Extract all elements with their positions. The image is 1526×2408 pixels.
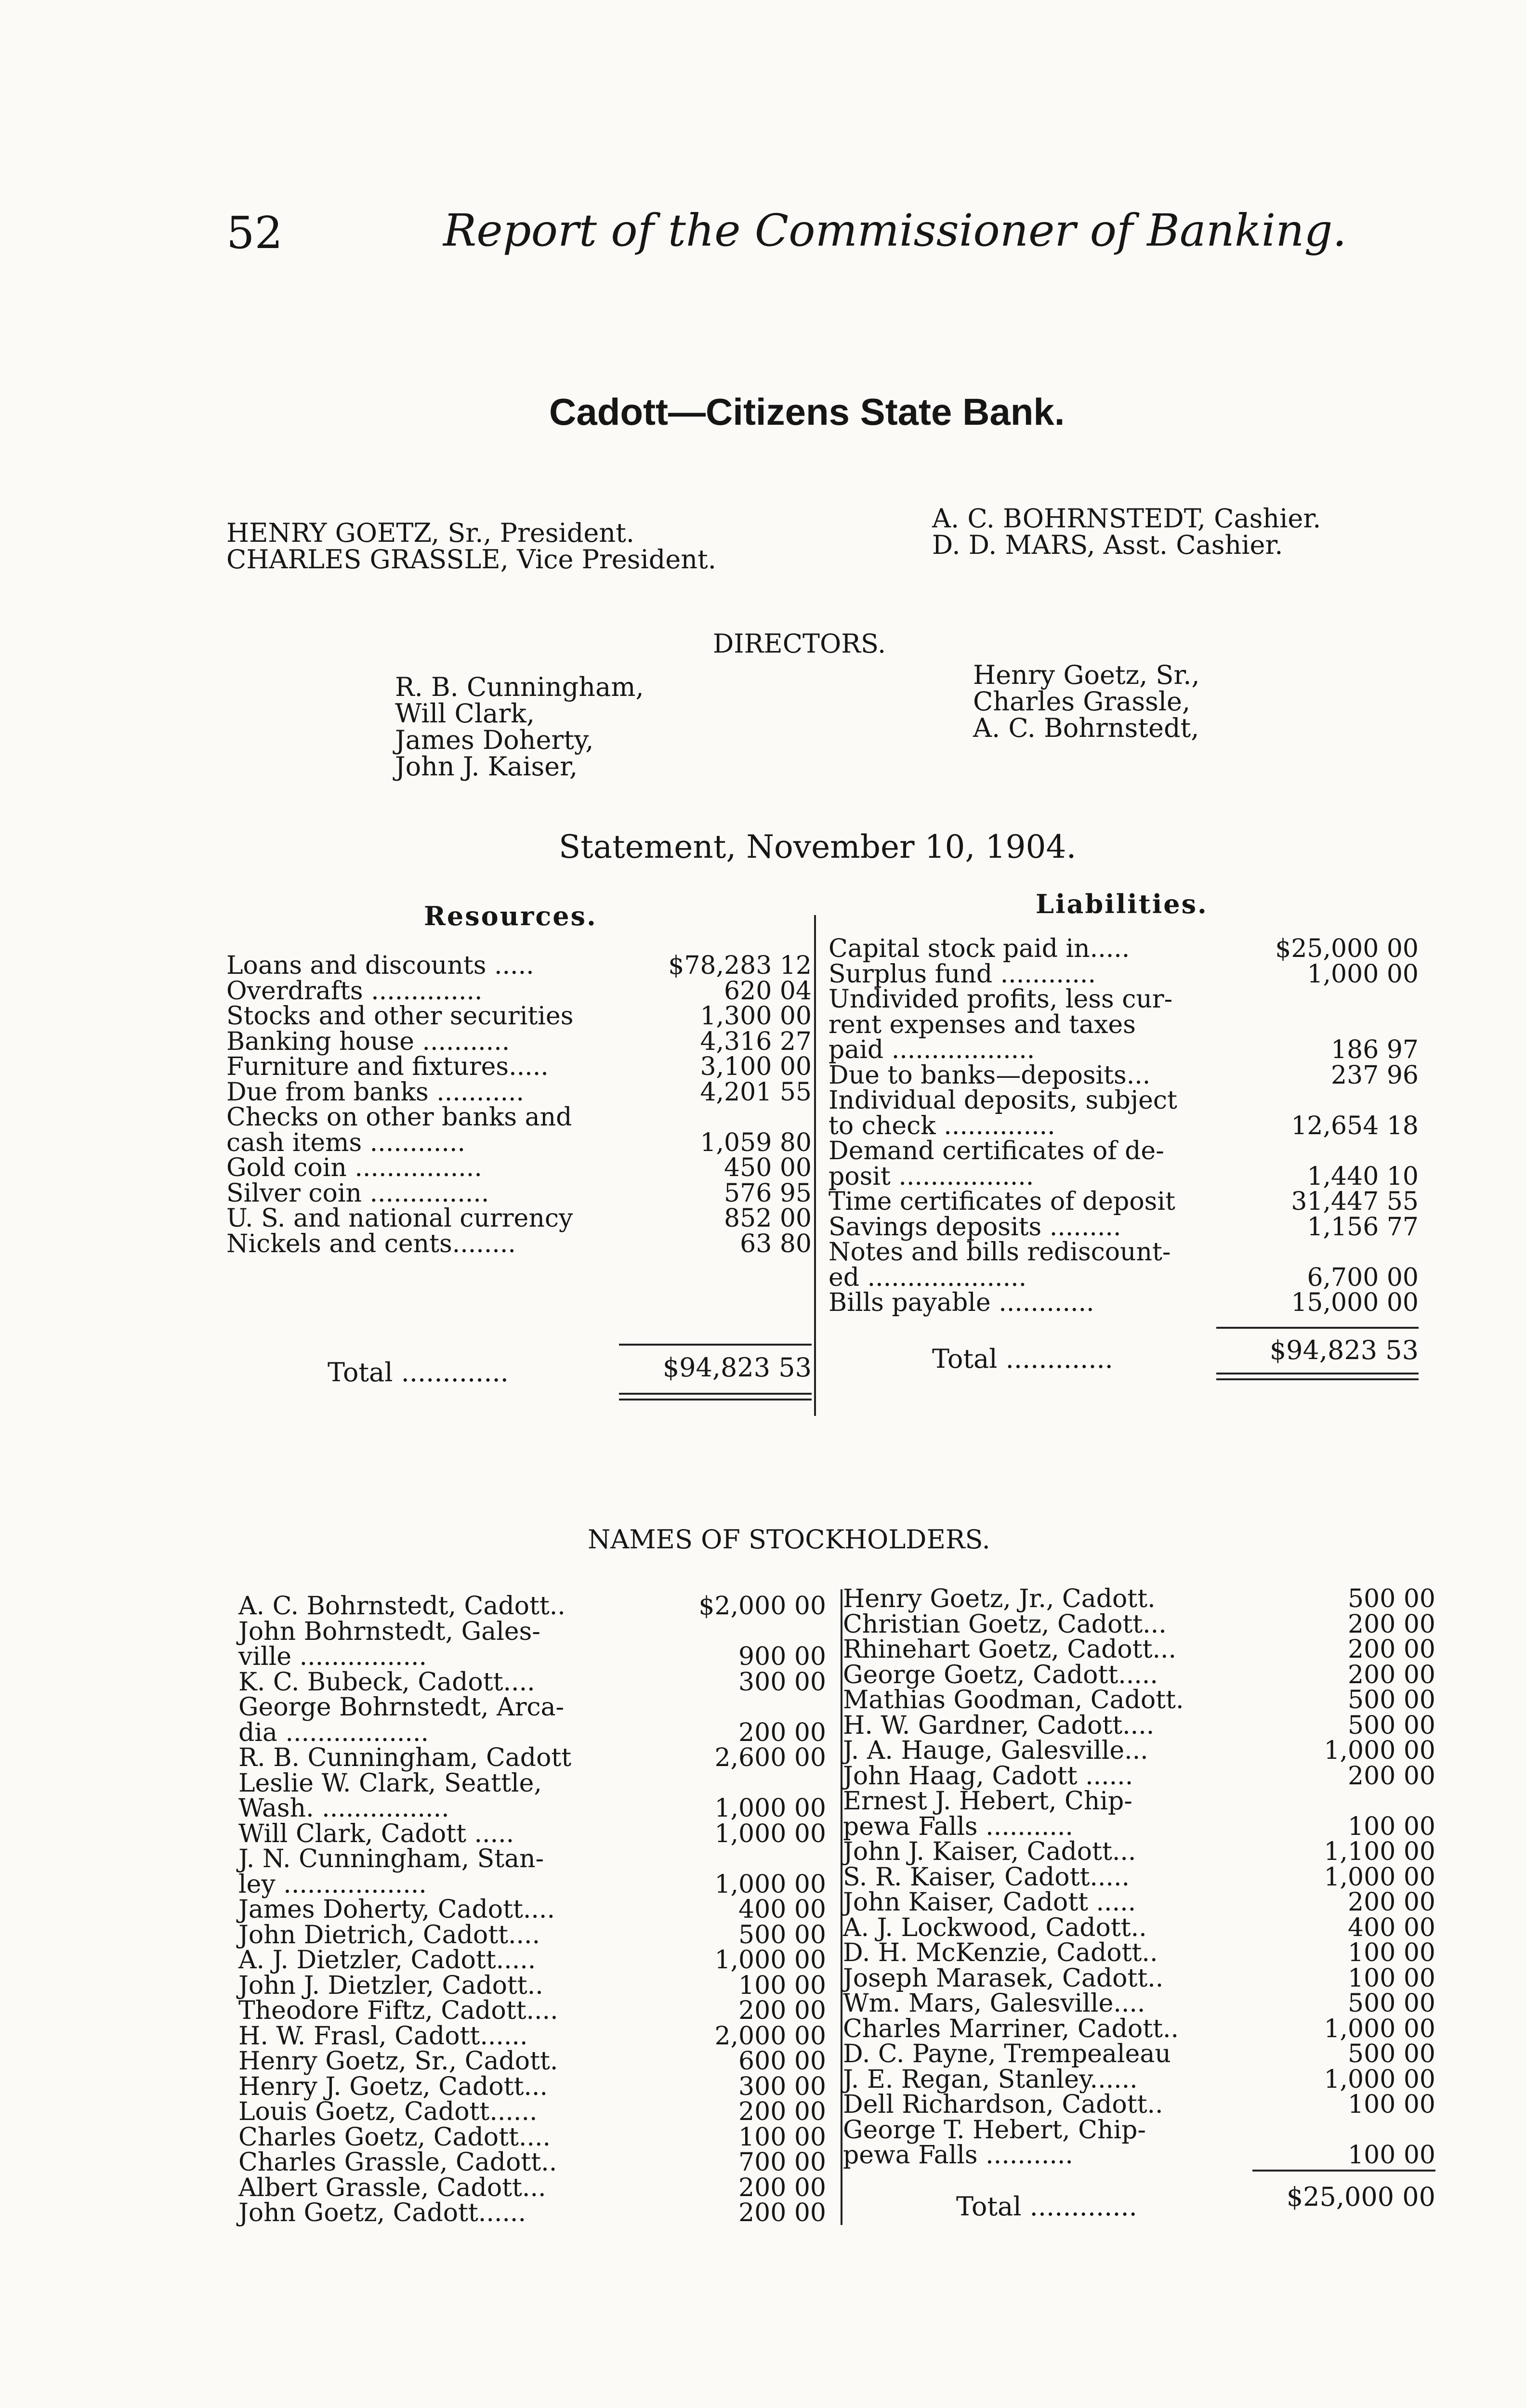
liability-row-label: to check ..............	[829, 1111, 1055, 1140]
resources-double-rule	[619, 1393, 812, 1395]
stockholder-row-amount: 100 00	[1348, 1963, 1435, 1993]
liability-row-label: Bills payable ............	[829, 1288, 1094, 1317]
stockholder-row-label: Will Clark, Cadott .....	[238, 1819, 514, 1848]
liability-row-amount: 12,654 18	[1291, 1111, 1419, 1140]
resource-row-label: Overdrafts ..............	[226, 976, 483, 1006]
stockholder-row-label: A. J. Lockwood, Cadott..	[843, 1913, 1147, 1942]
stockholders-divider	[841, 1589, 842, 2225]
directors-heading: DIRECTORS.	[713, 628, 886, 659]
stockholder-row-label: K. C. Bubeck, Cadott....	[238, 1667, 535, 1697]
resource-row-label: Nickels and cents........	[226, 1229, 516, 1258]
resource-row-amount: $78,283 12	[668, 951, 812, 980]
stockholder-row-amount: 1,000 00	[714, 1819, 826, 1848]
stockholders-heading: NAMES OF STOCKHOLDERS.	[588, 1524, 990, 1555]
stockholders-total: $25,000 00	[1286, 2182, 1435, 2212]
stockholder-row-amount: 200 00	[1348, 1660, 1435, 1689]
stockholder-row-label: ville ................	[238, 1642, 427, 1671]
liability-row-label: posit .................	[829, 1162, 1034, 1191]
stockholder-row-amount: 500 00	[1348, 1711, 1435, 1740]
stockholder-row-label: John Bohrnstedt, Gales-	[238, 1617, 540, 1646]
stockholder-row-amount: 200 00	[738, 2199, 826, 2227]
stockholder-row-label: A. J. Dietzler, Cadott.....	[238, 1946, 536, 1975]
resource-row-label: Checks on other banks and	[226, 1103, 572, 1132]
liability-row-label: Due to banks—deposits...	[829, 1060, 1151, 1090]
page-number: 52	[226, 207, 283, 259]
stockholder-row-amount: 1,000 00	[714, 1870, 826, 1899]
bank-title: Cadott—Citizens State Bank.	[549, 391, 1065, 433]
stockholder-row-amount: 100 00	[738, 1971, 826, 2000]
director-name: Will Clark,	[395, 698, 535, 729]
liability-row-amount: 6,700 00	[1307, 1263, 1419, 1292]
liability-row-amount: 1,440 10	[1307, 1162, 1419, 1191]
stockholder-row-amount: 1,000 00	[1324, 1862, 1435, 1892]
resource-row-label: Gold coin ................	[226, 1153, 482, 1182]
stockholder-row-label: Albert Grassle, Cadott...	[238, 2173, 546, 2202]
stockholder-row-label: John Dietrich, Cadott....	[238, 1920, 540, 1950]
stockholder-row-label: George Bohrnstedt, Arca-	[238, 1693, 565, 1722]
stockholder-row-amount: 300 00	[738, 1667, 826, 1697]
resource-row-amount: 450 00	[724, 1153, 812, 1182]
stockholder-row-amount: 500 00	[738, 1920, 826, 1950]
resource-row-label: Furniture and fixtures.....	[226, 1052, 549, 1081]
resource-row-amount: 1,300 00	[700, 1002, 812, 1031]
stockholder-row-label: J. E. Regan, Stanley......	[843, 2065, 1138, 2094]
resource-row-amount: 4,201 55	[700, 1077, 812, 1107]
stockholder-row-label: Louis Goetz, Cadott......	[238, 2097, 538, 2126]
stockholder-row-amount: 1,000 00	[1324, 1736, 1435, 1765]
resource-row-amount: 852 00	[724, 1204, 812, 1233]
director-name: James Doherty,	[395, 725, 594, 755]
stockholder-row-amount: 600 00	[738, 2047, 826, 2076]
stockholder-row-amount: 500 00	[1348, 1686, 1435, 1714]
stockholder-row-amount: 100 00	[1348, 2141, 1435, 2170]
liability-row-amount: $25,000 00	[1275, 934, 1419, 963]
resource-row-label: Stocks and other securities	[226, 1002, 574, 1031]
stockholder-row-label: Christian Goetz, Cadott...	[843, 1610, 1167, 1639]
liability-row-label: Notes and bills rediscount-	[829, 1238, 1171, 1267]
stockholders-total-rule	[1252, 2170, 1435, 2172]
stockholder-row-label: Wash. ................	[238, 1794, 449, 1823]
stockholder-row-amount: 200 00	[1348, 1610, 1435, 1639]
stockholder-row-amount: 1,000 00	[1324, 2014, 1435, 2043]
stockholder-row-label: Henry J. Goetz, Cadott...	[238, 2072, 548, 2101]
stockholder-row-amount: 100 00	[1348, 2090, 1435, 2119]
statement-heading: Statement, November 10, 1904.	[559, 828, 1077, 865]
stockholder-row-amount: 900 00	[738, 1642, 826, 1671]
stockholder-row-amount: 700 00	[738, 2148, 826, 2177]
stockholder-row-label: Leslie W. Clark, Seattle,	[238, 1768, 542, 1798]
stockholder-row-label: Rhinehart Goetz, Cadott...	[843, 1635, 1177, 1664]
liability-row-label: Individual deposits, subject	[829, 1086, 1177, 1115]
liabilities-total-label: Total .............	[932, 1344, 1113, 1374]
stockholder-row-label: Wm. Mars, Galesville....	[843, 1989, 1145, 2018]
stockholder-row-label: pewa Falls ...........	[843, 2141, 1073, 2170]
resource-row-amount: 3,100 00	[700, 1052, 812, 1081]
stockholder-row-amount: 100 00	[1348, 1938, 1435, 1967]
stockholder-row-amount: 500 00	[1348, 1989, 1435, 2018]
stockholder-row-amount: 500 00	[1348, 2040, 1435, 2068]
resources-total: $94,823 53	[662, 1352, 812, 1383]
stockholder-row-amount: 1,000 00	[1324, 2065, 1435, 2094]
stockholder-row-label: D. H. McKenzie, Cadott..	[843, 1938, 1158, 1967]
stockholder-row-label: J. A. Hauge, Galesville...	[843, 1736, 1148, 1765]
officer-cashier: A. C. BOHRNSTEDT, Cashier.	[932, 503, 1321, 534]
liability-row-label: Savings deposits .........	[829, 1212, 1121, 1242]
stockholder-row-amount: 1,100 00	[1324, 1837, 1435, 1866]
director-name: A. C. Bohrnstedt,	[973, 713, 1199, 743]
resource-row-amount: 620 04	[724, 976, 812, 1006]
liabilities-double-rule	[1216, 1373, 1419, 1374]
liabilities-total-rule	[1216, 1327, 1419, 1329]
resource-row-amount: 63 80	[740, 1229, 812, 1258]
stockholder-row-label: Henry Goetz, Jr., Cadott.	[843, 1584, 1156, 1613]
stockholder-row-amount: 200 00	[1348, 1888, 1435, 1917]
stockholder-row-label: Joseph Marasek, Cadott..	[843, 1963, 1164, 1993]
stockholder-row-label: John Haag, Cadott ......	[843, 1761, 1133, 1791]
resource-row-amount: 576 95	[724, 1178, 812, 1208]
stockholder-row-amount: 200 00	[738, 1718, 826, 1747]
resource-row-label: Loans and discounts .....	[226, 951, 534, 980]
officer-president: HENRY GOETZ, Sr., President.	[226, 518, 634, 548]
director-name: John J. Kaiser,	[395, 751, 578, 782]
director-name: R. B. Cunningham,	[395, 672, 644, 702]
resource-row-label: Silver coin ...............	[226, 1178, 489, 1208]
resources-total-label: Total .............	[328, 1357, 509, 1387]
liabilities-total: $94,823 53	[1269, 1335, 1419, 1365]
stockholder-row-amount: 1,000 00	[714, 1794, 826, 1823]
statement-divider	[814, 915, 816, 1416]
stockholder-row-label: John Goetz, Cadott......	[238, 2199, 526, 2227]
liability-row-label: Surplus fund ............	[829, 959, 1096, 989]
resource-row-label: cash items ............	[226, 1128, 466, 1157]
liability-row-amount: 1,000 00	[1307, 959, 1419, 989]
stockholder-row-amount: 500 00	[1348, 1584, 1435, 1613]
liability-row-amount: 1,156 77	[1307, 1212, 1419, 1242]
liability-row-label: Capital stock paid in.....	[829, 934, 1130, 963]
liabilities-heading: Liabilities.	[1036, 889, 1208, 919]
stockholder-row-amount: 400 00	[1348, 1913, 1435, 1942]
liability-row-label: Undivided profits, less cur-	[829, 985, 1173, 1014]
stockholder-row-amount: 200 00	[738, 2173, 826, 2202]
liability-row-label: Time certificates of deposit	[829, 1187, 1175, 1216]
stockholder-row-amount: 100 00	[1348, 1812, 1435, 1841]
resources-total-rule	[619, 1344, 812, 1346]
stockholder-row-label: Dell Richardson, Cadott..	[843, 2090, 1163, 2119]
liability-row-amount: 237 96	[1331, 1060, 1419, 1090]
stockholder-row-label: Ernest J. Hebert, Chip-	[843, 1787, 1132, 1816]
liability-row-label: ed ....................	[829, 1263, 1027, 1292]
liabilities-double-rule	[1216, 1378, 1419, 1380]
stockholder-row-label: Charles Grassle, Cadott..	[238, 2148, 557, 2177]
stockholder-row-amount: 200 00	[738, 2097, 826, 2126]
stockholder-row-label: D. C. Payne, Trempealeau	[843, 2040, 1171, 2068]
stockholder-row-label: Henry Goetz, Sr., Cadott.	[238, 2047, 558, 2076]
running-title: Report of the Commissioner of Banking.	[443, 205, 1347, 256]
stockholder-row-amount: $2,000 00	[698, 1592, 826, 1621]
stockholder-row-label: Mathias Goodman, Cadott.	[843, 1686, 1184, 1714]
resource-row-amount: 4,316 27	[700, 1027, 812, 1056]
stockholder-row-label: S. R. Kaiser, Cadott.....	[843, 1862, 1130, 1892]
liability-row-amount: 15,000 00	[1291, 1288, 1419, 1317]
stockholder-row-amount: 2,000 00	[714, 2021, 826, 2051]
stockholder-row-amount: 200 00	[1348, 1761, 1435, 1791]
stockholder-row-label: dia ..................	[238, 1718, 429, 1747]
director-name: Henry Goetz, Sr.,	[973, 660, 1200, 690]
stockholder-row-label: John Kaiser, Cadott .....	[843, 1888, 1136, 1917]
stockholder-row-label: George T. Hebert, Chip-	[843, 2115, 1146, 2145]
stockholder-row-amount: 200 00	[738, 1996, 826, 2025]
resources-double-rule	[619, 1399, 812, 1400]
resource-row-label: Due from banks ...........	[226, 1077, 525, 1107]
stockholder-row-label: Charles Marriner, Cadott..	[843, 2014, 1179, 2043]
stockholder-row-label: H. W. Frasl, Cadott......	[238, 2021, 528, 2051]
stockholder-row-amount: 300 00	[738, 2072, 826, 2101]
resource-row-amount: 1,059 80	[700, 1128, 812, 1157]
director-name: Charles Grassle,	[973, 686, 1191, 717]
stockholder-row-amount: 400 00	[738, 1895, 826, 1924]
officer-asst-cashier: D. D. MARS, Asst. Cashier.	[932, 530, 1283, 560]
officer-vice-president: CHARLES GRASSLE, Vice President.	[226, 544, 716, 575]
stockholder-row-amount: 200 00	[1348, 1635, 1435, 1664]
liability-row-label: Demand certificates of de-	[829, 1137, 1164, 1165]
stockholder-row-label: James Doherty, Cadott....	[238, 1895, 555, 1924]
resource-row-label: Banking house ...........	[226, 1027, 510, 1056]
stockholder-row-label: George Goetz, Cadott.....	[843, 1660, 1158, 1689]
stockholder-row-amount: 1,000 00	[714, 1946, 826, 1975]
liability-row-amount: 186 97	[1331, 1035, 1419, 1064]
stockholder-row-label: Theodore Fiftz, Cadott....	[238, 1996, 558, 2025]
stockholder-row-label: John J. Dietzler, Cadott..	[238, 1971, 543, 2000]
stockholder-row-label: Charles Goetz, Cadott....	[238, 2122, 551, 2152]
stockholder-row-label: H. W. Gardner, Cadott....	[843, 1711, 1155, 1740]
resources-heading: Resources.	[424, 901, 597, 931]
liability-row-amount: 31,447 55	[1291, 1187, 1419, 1216]
liability-row-label: paid ..................	[829, 1035, 1035, 1064]
stockholder-row-label: A. C. Bohrnstedt, Cadott..	[238, 1592, 566, 1621]
liability-row-label: rent expenses and taxes	[829, 1010, 1136, 1039]
stockholder-row-label: John J. Kaiser, Cadott...	[843, 1837, 1136, 1866]
stockholder-row-amount: 2,600 00	[714, 1743, 826, 1772]
stockholder-row-label: ley ..................	[238, 1870, 427, 1899]
stockholders-total-label: Total .............	[956, 2191, 1137, 2222]
stockholder-row-label: pewa Falls ...........	[843, 1812, 1073, 1841]
stockholder-row-amount: 100 00	[738, 2122, 826, 2152]
stockholder-row-label: J. N. Cunningham, Stan-	[238, 1845, 544, 1873]
stockholder-row-label: R. B. Cunningham, Cadott	[238, 1743, 572, 1772]
resource-row-label: U. S. and national currency	[226, 1204, 573, 1233]
